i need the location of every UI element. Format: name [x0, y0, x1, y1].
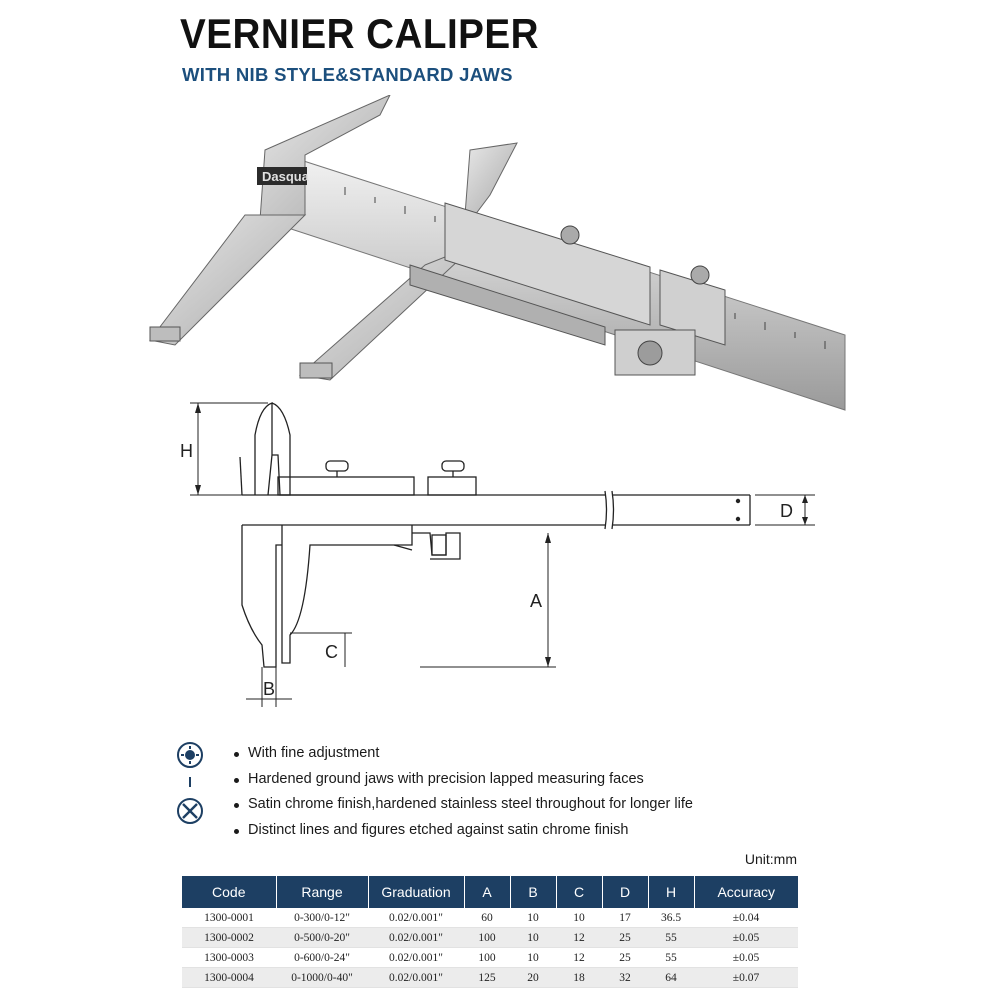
col-c: C — [556, 876, 602, 908]
cell: 60 — [464, 908, 510, 928]
col-b: B — [510, 876, 556, 908]
cell: ±0.05 — [694, 948, 798, 968]
cell: 55 — [648, 928, 694, 948]
table-row — [182, 908, 798, 928]
feature-icons — [176, 741, 204, 841]
col-a: A — [464, 876, 510, 908]
cell: 100 — [464, 948, 510, 968]
cell: 0.02/0.001" — [368, 948, 464, 968]
cell: 0-500/0-20" — [276, 928, 368, 948]
cell: ±0.05 — [694, 928, 798, 948]
col-accuracy: Accuracy — [694, 876, 798, 908]
feature-item: With fine adjustment — [234, 741, 693, 767]
unit-label: Unit:mm — [744, 851, 797, 867]
cell: 25 — [602, 928, 648, 948]
cell: 10 — [510, 908, 556, 928]
feature-item: Satin chrome finish,hardened stainless steel throughout for longer life — [234, 792, 693, 818]
feature-list — [234, 741, 693, 843]
cell: 1300-0003 — [182, 948, 276, 968]
page-subtitle: WITH NIB STYLE&STANDARD JAWS — [182, 64, 513, 85]
cell: 17 — [602, 908, 648, 928]
cell: 0.02/0.001" — [368, 908, 464, 928]
table-row — [182, 968, 798, 988]
cell: 12 — [556, 928, 602, 948]
page-title: VERNIER CALIPER — [180, 10, 540, 57]
cell: 0-300/0-12" — [276, 908, 368, 928]
cell: 1300-0002 — [182, 928, 276, 948]
cell: 10 — [556, 908, 602, 928]
label-a: A — [530, 591, 543, 611]
cell: 10 — [510, 928, 556, 948]
spec-table — [182, 876, 798, 988]
caliper-photo — [145, 95, 850, 415]
tools-icon — [178, 799, 202, 823]
brand-label: Dasqua — [262, 169, 309, 184]
label-d: D — [780, 501, 793, 521]
label-h: H — [180, 441, 193, 461]
label-b: B — [263, 679, 276, 699]
cell: 18 — [556, 968, 602, 988]
cell: 0.02/0.001" — [368, 928, 464, 948]
cell: 0.02/0.001" — [368, 968, 464, 988]
cell: 20 — [510, 968, 556, 988]
cell: 125 — [464, 968, 510, 988]
cell: 100 — [464, 928, 510, 948]
cell: 0-600/0-24" — [276, 948, 368, 968]
col-range: Range — [276, 876, 368, 908]
col-code: Code — [182, 876, 276, 908]
feature-item: Distinct lines and figures etched against satin chrome finish — [234, 818, 693, 844]
cell: 10 — [510, 948, 556, 968]
col-d: D — [602, 876, 648, 908]
col-graduation: Graduation — [368, 876, 464, 908]
cell: 1300-0001 — [182, 908, 276, 928]
cell: 12 — [556, 948, 602, 968]
cell: 1300-0004 — [182, 968, 276, 988]
table-row — [182, 948, 798, 968]
cell: 55 — [648, 948, 694, 968]
cell: 64 — [648, 968, 694, 988]
fine-adjust-icon — [178, 743, 202, 767]
cell: 0-1000/0-40" — [276, 968, 368, 988]
cell: ±0.07 — [694, 968, 798, 988]
cell: 25 — [602, 948, 648, 968]
label-c: C — [325, 642, 338, 662]
cell: 36.5 — [648, 908, 694, 928]
dimension-diagram — [150, 395, 830, 715]
table-row — [182, 928, 798, 948]
table-header-row — [182, 876, 798, 908]
cell: ±0.04 — [694, 908, 798, 928]
feature-item: Hardened ground jaws with precision lapped measuring faces — [234, 767, 693, 793]
cell: 32 — [602, 968, 648, 988]
col-h: H — [648, 876, 694, 908]
